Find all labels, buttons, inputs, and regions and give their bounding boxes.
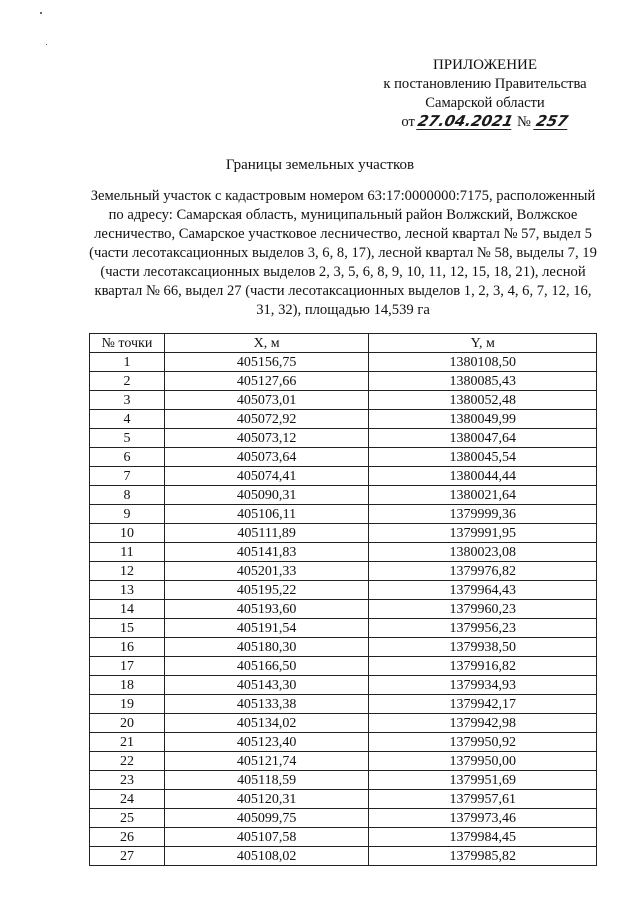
document-title: Границы земельных участков bbox=[225, 157, 415, 173]
y-coordinate-cell: 1380047,64 bbox=[369, 429, 597, 448]
point-number-cell: 1 bbox=[90, 353, 165, 372]
y-coordinate-cell: 1379976,82 bbox=[369, 562, 597, 581]
y-coordinate-cell: 1380049,99 bbox=[369, 410, 597, 429]
y-coordinate-cell: 1379938,50 bbox=[369, 638, 597, 657]
point-number-cell: 13 bbox=[90, 581, 165, 600]
x-coordinate-cell: 405111,89 bbox=[164, 524, 369, 543]
x-coordinate-cell: 405073,01 bbox=[164, 391, 369, 410]
point-number-cell: 14 bbox=[90, 600, 165, 619]
x-coordinate-cell: 405106,11 bbox=[164, 505, 369, 524]
table-row bbox=[90, 809, 597, 828]
point-number-cell: 3 bbox=[90, 391, 165, 410]
scan-speck bbox=[40, 12, 42, 14]
x-coordinate-cell: 405134,02 bbox=[164, 714, 369, 733]
y-coordinate-cell: 1379942,98 bbox=[369, 714, 597, 733]
date-prefix: от bbox=[401, 114, 415, 130]
x-coordinate-cell: 405193,60 bbox=[164, 600, 369, 619]
point-number-cell: 15 bbox=[90, 619, 165, 638]
y-coordinate-cell: 1379951,69 bbox=[369, 771, 597, 790]
point-number-cell: 9 bbox=[90, 505, 165, 524]
table-row bbox=[90, 410, 597, 429]
table-row bbox=[90, 676, 597, 695]
point-number-cell: 11 bbox=[90, 543, 165, 562]
y-coordinate-cell: 1379973,46 bbox=[369, 809, 597, 828]
appendix-line: Самарской области bbox=[425, 95, 545, 111]
x-coordinate-cell: 405156,75 bbox=[164, 353, 369, 372]
table-row bbox=[90, 657, 597, 676]
point-number-cell: 17 bbox=[90, 657, 165, 676]
y-coordinate-cell: 1379957,61 bbox=[369, 790, 597, 809]
x-coordinate-cell: 405073,64 bbox=[164, 448, 369, 467]
table-row bbox=[90, 695, 597, 714]
order-line bbox=[360, 113, 610, 132]
y-coordinate-cell: 1379950,92 bbox=[369, 733, 597, 752]
point-number-cell: 27 bbox=[90, 847, 165, 866]
y-coordinate-cell: 1379984,45 bbox=[369, 828, 597, 847]
appendix-line: к постановлению Правительства bbox=[383, 76, 587, 92]
table-row bbox=[90, 372, 597, 391]
y-coordinate-cell: 1379916,82 bbox=[369, 657, 597, 676]
handwritten-date: 27.04.2021 bbox=[416, 112, 516, 130]
table-row bbox=[90, 600, 597, 619]
x-coordinate-cell: 405166,50 bbox=[164, 657, 369, 676]
appendix-heading: ПРИЛОЖЕНИЕ bbox=[432, 57, 538, 73]
y-coordinate-cell: 1379999,36 bbox=[369, 505, 597, 524]
y-coordinate-cell: 1379956,23 bbox=[369, 619, 597, 638]
point-number-cell: 16 bbox=[90, 638, 165, 657]
table-header-row bbox=[90, 334, 597, 353]
table-row bbox=[90, 562, 597, 581]
table-row bbox=[90, 448, 597, 467]
header-x: X, м bbox=[164, 334, 369, 353]
x-coordinate-cell: 405180,30 bbox=[164, 638, 369, 657]
x-coordinate-cell: 405073,12 bbox=[164, 429, 369, 448]
table-row bbox=[90, 353, 597, 372]
x-coordinate-cell: 405143,30 bbox=[164, 676, 369, 695]
table-row bbox=[90, 486, 597, 505]
point-number-cell: 21 bbox=[90, 733, 165, 752]
y-coordinate-cell: 1380023,08 bbox=[369, 543, 597, 562]
point-number-cell: 8 bbox=[90, 486, 165, 505]
x-coordinate-cell: 405195,22 bbox=[164, 581, 369, 600]
y-coordinate-cell: 1379934,93 bbox=[369, 676, 597, 695]
x-coordinate-cell: 405099,75 bbox=[164, 809, 369, 828]
appendix-block bbox=[360, 56, 610, 132]
table-row bbox=[90, 790, 597, 809]
table-row bbox=[90, 619, 597, 638]
table-row bbox=[90, 714, 597, 733]
point-number-cell: 6 bbox=[90, 448, 165, 467]
y-coordinate-cell: 1380085,43 bbox=[369, 372, 597, 391]
y-coordinate-cell: 1379985,82 bbox=[369, 847, 597, 866]
x-coordinate-cell: 405141,83 bbox=[164, 543, 369, 562]
x-coordinate-cell: 405090,31 bbox=[164, 486, 369, 505]
point-number-cell: 20 bbox=[90, 714, 165, 733]
point-number-cell: 5 bbox=[90, 429, 165, 448]
point-number-cell: 10 bbox=[90, 524, 165, 543]
point-number-cell: 23 bbox=[90, 771, 165, 790]
table-row bbox=[90, 828, 597, 847]
point-number-cell: 2 bbox=[90, 372, 165, 391]
parcel-description: Земельный участок с кадастровым номером 63:17:0000000:7175, расположенный по адресу: Самарская область, муниципальный район Волжский, Волжское лесничество, Самарское участковое лесничество, лесной квартал № 57, выдел 5 (части лесотаксационных выделов 3, 6, 8, 17), лесной квартал № 58, выделы 7, 19 (части лесотаксационных выделов 2, 3, 5, 6, 8, 9, 10, 11, 12, 15, 18, 21), лесной квартал № 66, выдел 27 (части лесотаксационных выделов 1, 2, 3, 4, 6, 7, 12, 16, 31, 32), площадью 14,539 га bbox=[89, 188, 597, 318]
table-row bbox=[90, 638, 597, 657]
table-row bbox=[90, 467, 597, 486]
point-number-cell: 12 bbox=[90, 562, 165, 581]
x-coordinate-cell: 405072,92 bbox=[164, 410, 369, 429]
table-row bbox=[90, 505, 597, 524]
point-number-cell: 25 bbox=[90, 809, 165, 828]
y-coordinate-cell: 1379950,00 bbox=[369, 752, 597, 771]
header-y: Y, м bbox=[369, 334, 597, 353]
point-number-cell: 26 bbox=[90, 828, 165, 847]
point-number-cell: 22 bbox=[90, 752, 165, 771]
scan-speck bbox=[46, 44, 47, 45]
number-prefix: № bbox=[517, 114, 531, 130]
y-coordinate-cell: 1380108,50 bbox=[369, 353, 597, 372]
y-coordinate-cell: 1380021,64 bbox=[369, 486, 597, 505]
coordinates-table bbox=[89, 333, 597, 866]
handwritten-number: 257 bbox=[534, 112, 570, 130]
x-coordinate-cell: 405121,74 bbox=[164, 752, 369, 771]
y-coordinate-cell: 1379960,23 bbox=[369, 600, 597, 619]
y-coordinate-cell: 1380044,44 bbox=[369, 467, 597, 486]
x-coordinate-cell: 405074,41 bbox=[164, 467, 369, 486]
x-coordinate-cell: 405127,66 bbox=[164, 372, 369, 391]
y-coordinate-cell: 1379942,17 bbox=[369, 695, 597, 714]
point-number-cell: 7 bbox=[90, 467, 165, 486]
x-coordinate-cell: 405120,31 bbox=[164, 790, 369, 809]
y-coordinate-cell: 1380045,54 bbox=[369, 448, 597, 467]
table-row bbox=[90, 543, 597, 562]
x-coordinate-cell: 405201,33 bbox=[164, 562, 369, 581]
table-row bbox=[90, 771, 597, 790]
table-row bbox=[90, 752, 597, 771]
y-coordinate-cell: 1380052,48 bbox=[369, 391, 597, 410]
point-number-cell: 4 bbox=[90, 410, 165, 429]
x-coordinate-cell: 405133,38 bbox=[164, 695, 369, 714]
x-coordinate-cell: 405191,54 bbox=[164, 619, 369, 638]
y-coordinate-cell: 1379964,43 bbox=[369, 581, 597, 600]
point-number-cell: 19 bbox=[90, 695, 165, 714]
table-row bbox=[90, 429, 597, 448]
point-number-cell: 24 bbox=[90, 790, 165, 809]
point-number-cell: 18 bbox=[90, 676, 165, 695]
table-row bbox=[90, 733, 597, 752]
table-row bbox=[90, 847, 597, 866]
table-row bbox=[90, 391, 597, 410]
table-row bbox=[90, 581, 597, 600]
header-point-number: № точки bbox=[90, 334, 165, 353]
x-coordinate-cell: 405108,02 bbox=[164, 847, 369, 866]
table-row bbox=[90, 524, 597, 543]
x-coordinate-cell: 405107,58 bbox=[164, 828, 369, 847]
y-coordinate-cell: 1379991,95 bbox=[369, 524, 597, 543]
x-coordinate-cell: 405118,59 bbox=[164, 771, 369, 790]
x-coordinate-cell: 405123,40 bbox=[164, 733, 369, 752]
